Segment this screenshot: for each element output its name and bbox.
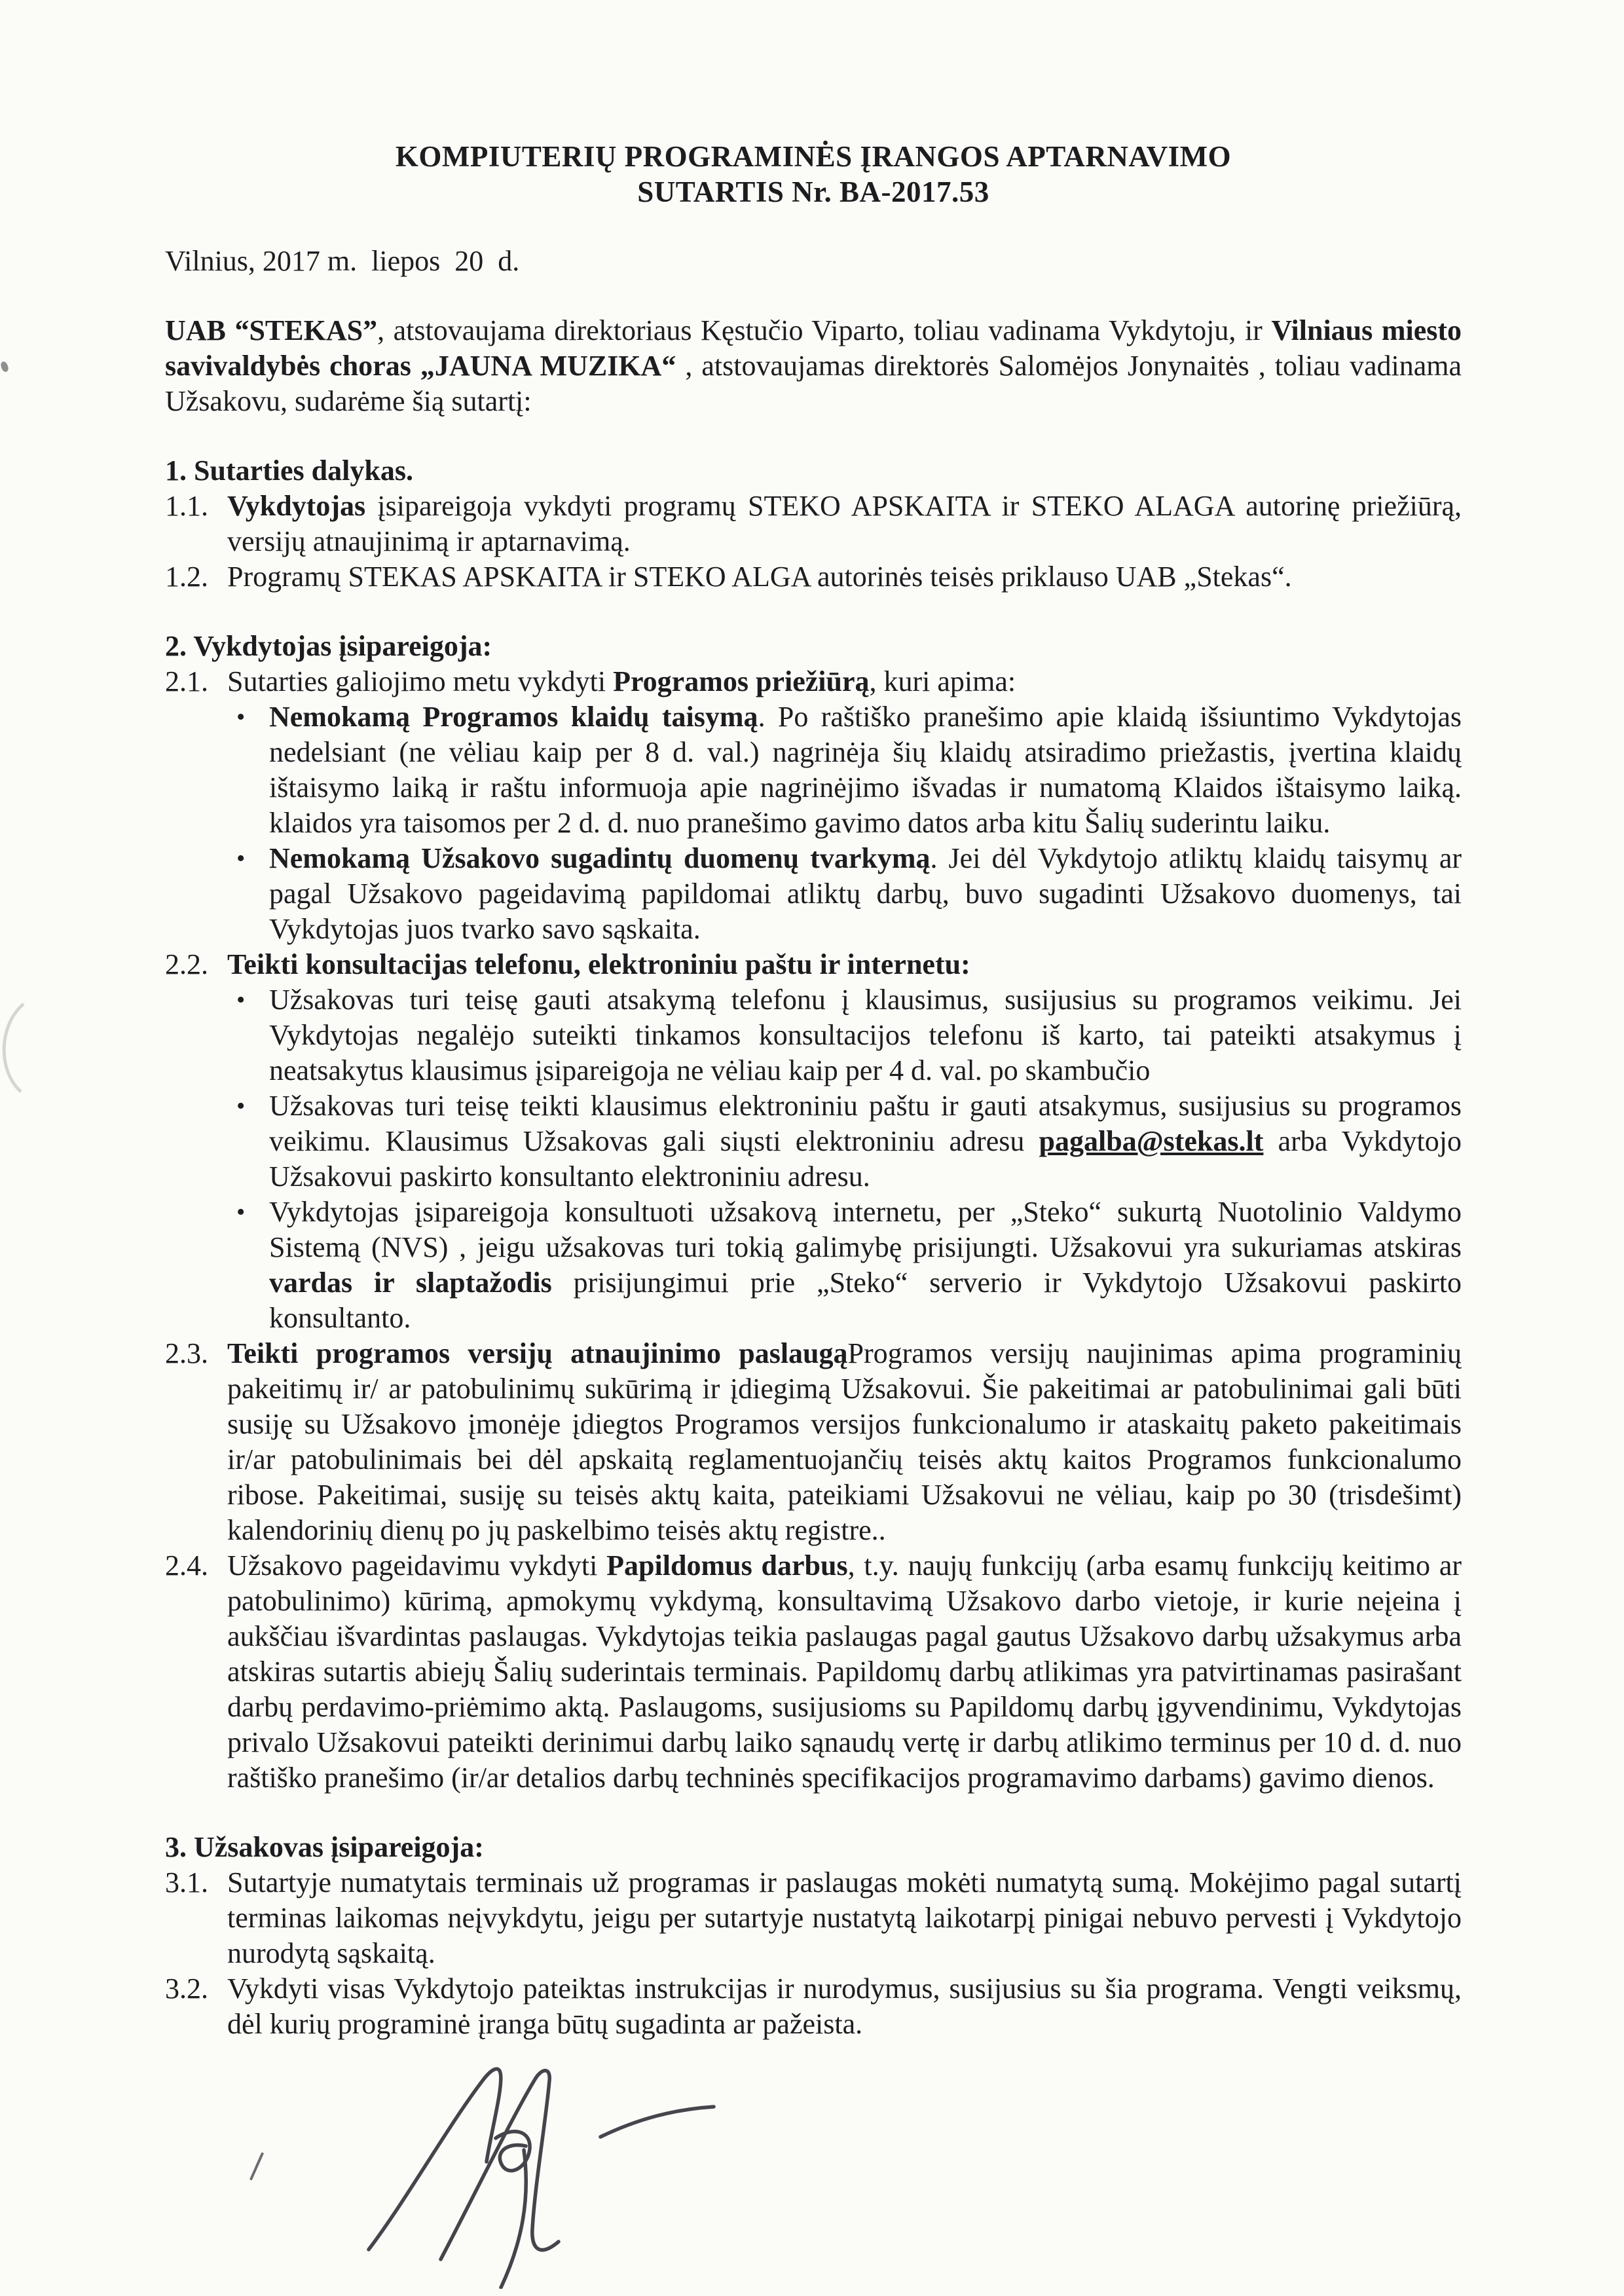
clause-3-2 [165,1971,1462,2042]
clause-2-2-text: Teikti konsultacijas telefonu, elektroniniu paštu ir internetu: [227,948,970,980]
scan-artifact-speck [0,361,9,373]
bullet-2-1-1-text: Nemokamą Programos klaidų taisymą. Po raštiško pranešimo apie klaidą išsiuntimo Vykdytojas nedelsiant (ne vėliau kaip per 8 d. val.) nagrinėja šių klaidų atsiradimo priežastis, įvertina klaidų ištaisymo laiką ir raštu informuoja apie nagrinėjimo išvadas ir numatomą Klaidos ištaisymo laiką. klaidos yra taisomos per 2 d. d. nuo pranešimo gavimo datos arba kitu Šalių suderintu laiku. [269,701,1462,839]
clause-2-1-number: 2.1. [165,665,208,697]
clause-3-1-number: 3.1. [165,1866,208,1898]
handwritten-signature [357,2033,737,2296]
bullet-icon: • [236,1092,246,1120]
clause-3-1 [165,1865,1462,1971]
clause-2-3-number: 2.3. [165,1337,208,1369]
section-2-heading: 2. Vykdytojas įsipareigoja: [165,630,492,662]
bullet-icon: • [236,1198,246,1226]
bullet-2-2-3-text: Vykdytojas įsipareigoja konsultuoti užsakovą internetu, per „Steko“ sukurtą Nuotolinio Valdymo Sistemą (NVS) , jeigu užsakovas turi tokią galimybę prisijungti. Užsakovui yra sukuriamas atskiras vardas ir slaptažodis prisijungimui prie „Steko“ serverio ir Vykdytojo Užsakovui paskirto konsultanto. [269,1196,1462,1334]
clause-3-2-number: 3.2. [165,1972,208,2005]
clause-3-2-text: Vykdyti visas Vykdytojo pateiktas instrukcijas ir nurodymus, susijusius su šia programa. Vengti veiksmų, dėl kurių programinė įranga būtų sugadinta ar pažeista. [227,1972,1462,2040]
bullet-2-2-1 [227,982,1462,1088]
clause-2-4-text: Užsakovo pageidavimu vykdyti Papildomus darbus, t.y. naujų funkcijų (arba esamų funkcijų keitimo ar patobulinimo) kūrimą, apmokymų vykdymą, konsultavimą Užsakovo darbo vietoje, ir kurie neįeina į aukščiau išvardintas paslaugas. Vykdytojas teikia paslaugas pagal gautus Užsakovo darbų užsakymus arba atskiras sutartis abiejų Šalių suderintais terminais. Papildomų darbų atlikimas yra patvirtinamas pasirašant darbų perdavimo-priėmimo aktą. Paslaugoms, susijusioms su Papildomų darbų įgyvendinimu, Vykdytojas privalo Užsakovui pateikti derinimui darbų laiko sąnaudų vertę ir darbų atlikimo terminus per 10 d. d. nuo raštiško pranešimo (ir/ar detalios darbų techninės specifikacijos programavimo darbams) gavimo dienos. [227,1549,1462,1794]
bullet-2-2-2 [227,1088,1462,1194]
title-line-1: KOMPIUTERIŲ PROGRAMINĖS ĮRANGOS APTARNAVIMO [395,140,1232,173]
clause-2-4 [165,1548,1462,1796]
bullet-icon: • [236,703,246,731]
scan-artifact-arc [0,999,26,1105]
bullet-2-2-1-text: Užsakovas turi teisę gauti atsakymą telefonu į klausimus, susijusius su programos veikimu. Jei Vykdytojas negalėjo suteikti tinkamos konsultacijos telefonu iš karto, tai pateikti atsakymus į neatsakytus klausimus įsipareigoja ne vėliau kaip per 4 d. val. po skambučio [269,984,1462,1086]
clause-2-3 [165,1336,1462,1548]
clause-2-1-text: Sutarties galiojimo metu vykdyti Programos priežiūrą, kuri apima: [227,665,1016,697]
clause-1-1-text: Vykdytojas įsipareigoja vykdyti programų STEKO APSKAITA ir STEKO ALAGA autorinę priežiūrą, versijų atnaujinimą ir aptarnavimą. [227,490,1462,557]
dateline: Vilnius, 2017 m. liepos 20 d. [165,245,520,277]
clause-2-1 [165,664,1462,699]
clause-1-2-text: Programų STEKAS APSKAITA ir STEKO ALGA autorinės teisės priklauso UAB „Stekas“. [227,561,1292,593]
document-title [165,139,1462,210]
clause-1-2 [165,559,1462,595]
clause-3-1-text: Sutartyje numatytais terminais už programas ir paslaugas mokėti numatytą sumą. Mokėjimo pagal sutartį terminas laikomas neįvykdytu, jeigu per sutartyje nustatytą laikotarpį pinigai nebuvo pervesti į Vykdytojo nurodytą sąskaitą. [227,1866,1462,1969]
title-line-2: SUTARTIS Nr. BA-2017.53 [637,176,989,208]
clause-1-1 [165,489,1462,559]
section-3-heading: 3. Užsakovas įsipareigoja: [165,1831,484,1863]
clause-2-3-text: Teikti programos versijų atnaujinimo paslaugąProgramos versijų naujinimas apima programinių pakeitimų ir/ ar patobulinimų sukūrimą ir įdiegimą Užsakovui. Šie pakeitimai ar patobulinimai gali būti susiję su Užsakovo įmonėje įdiegtos Programos versijos funkcionalumo ir ataskaitų paketo pakeitimais ir/ar patobulinimais bei dėl apskaitą reglamentuojančių teisės aktų kaitos Programos funkcionalumo ribose. Pakeitimai, susiję su teisės aktų kaita, pateikiami Užsakovui ne vėliau, kaip po 30 (trisdešimt) kalendorinių dienų po jų paskelbimo teisės aktų registre.. [227,1337,1462,1546]
intro-paragraph: UAB “STEKAS”, atstovaujama direktoriaus Kęstučio Viparto, toliau vadinama Vykdytoju, ir Vilniaus miesto savivaldybės choras „JAUNA MUZIKA“ , atstovaujamas direktorės Salomėjos Jonynaitės , toliau vadinama Užsakovu, sudarėme šią sutartį: [165,314,1462,417]
bullet-2-2-3 [227,1194,1462,1336]
bullet-2-1-2-text: Nemokamą Užsakovo sugadintų duomenų tvarkymą. Jei dėl Vykdytojo atliktų klaidų taisymų ar pagal Užsakovo pageidavimą papildomai atliktų darbų, buvo sugadinti Užsakovo duomenys, tai Vykdytojas juos tvarko savo sąskaita. [269,842,1462,945]
signature-icon [357,2033,737,2289]
clause-1-2-number: 1.2. [165,561,208,593]
bullet-icon: • [236,845,246,872]
scan-mark [249,2152,264,2181]
clause-2-4-number: 2.4. [165,1549,208,1582]
clause-2-2 [165,947,1462,982]
bullet-icon: • [236,986,246,1014]
clause-1-1-number: 1.1. [165,490,208,522]
bullet-2-2-2-text: Užsakovas turi teisę teikti klausimus elektroniniu paštu ir gauti atsakymus, susijusius su programos veikimu. Klausimus Užsakovas gali siųsti elektroniniu adresu pagalba@stekas.lt arba Vykdytojo Užsakovui paskirto konsultanto elektroniniu adresu. [269,1090,1462,1193]
bullet-2-1-1 [227,699,1462,841]
clause-2-2-number: 2.2. [165,948,208,980]
bullet-2-1-2 [227,841,1462,947]
section-1-heading: 1. Sutarties dalykas. [165,454,413,487]
